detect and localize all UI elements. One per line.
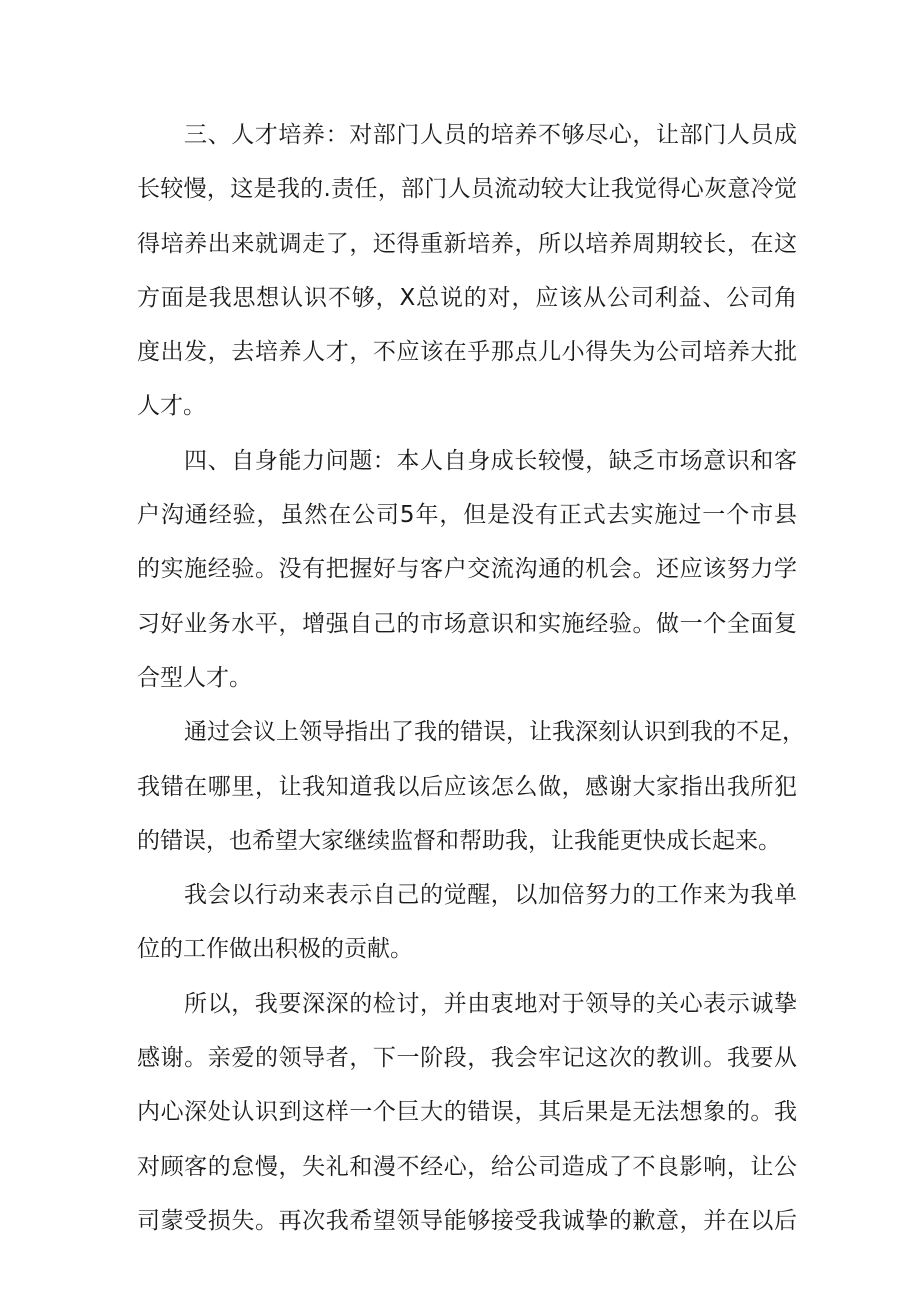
paragraph-line: 三、人才培养：对部门人员的培养不够尽心，让部门人员成: [184, 122, 797, 148]
paragraph-line: 我错在哪里，让我知道我以后应该怎么做，感谢大家指出我所犯: [137, 773, 797, 800]
paragraph-line: 长较慢，这是我的.责任，部门人员流动较大让我觉得心灰意冷觉: [137, 176, 797, 203]
paragraph-line: 对顾客的怠慢，失礼和漫不经心，给公司造成了不良影响，让公: [137, 1153, 797, 1180]
paragraph-line: 的实施经验。没有把握好与客户交流沟通的机会。还应该努力学: [137, 556, 797, 583]
paragraph-line: 位的工作做出积极的贡献。: [137, 936, 413, 963]
paragraph-line: 户沟通经验，虽然在公司5年，但是没有正式去实施过一个市县: [137, 502, 797, 529]
paragraph-line: 度出发，去培养人才，不应该在乎那点儿小得失为公司培养大批: [137, 339, 797, 366]
paragraph-line: 习好业务水平，增强自己的市场意识和实施经验。做一个全面复: [137, 610, 797, 637]
paragraph-line: 通过会议上领导指出了我的错误，让我深刻认识到我的不足，: [184, 719, 805, 746]
paragraph-line: 内心深处认识到这样一个巨大的错误，其后果是无法想象的。我: [137, 1099, 797, 1126]
paragraph-line: 方面是我思想认识不够，X总说的对，应该从公司利益、公司角: [137, 284, 797, 311]
paragraph-line: 我会以行动来表示自己的觉醒，以加倍努力的工作来为我单: [184, 882, 797, 909]
paragraph-line: 得培养出来就调走了，还得重新培养，所以培养周期较长，在这: [137, 230, 797, 257]
paragraph-line: 合型人才。: [137, 664, 252, 691]
paragraph-line: 人才。: [137, 393, 206, 420]
paragraph-line: 的错误，也希望大家继续监督和帮助我，让我能更快成长起来。: [137, 827, 781, 854]
paragraph-line: 感谢。亲爱的领导者，下一阶段，我会牢记这次的教训。我要从: [137, 1045, 797, 1072]
document-body: [137, 108, 805, 1248]
paragraph-line: 所以，我要深深的检讨，并由衷地对于领导的关心表示诚挚: [184, 990, 797, 1017]
paragraph-line: 四、自身能力问题：本人自身成长较慢，缺乏市场意识和客: [184, 447, 797, 474]
paragraph-line: 司蒙受损失。再次我希望领导能够接受我诚挚的歉意，并在以后: [137, 1207, 797, 1234]
